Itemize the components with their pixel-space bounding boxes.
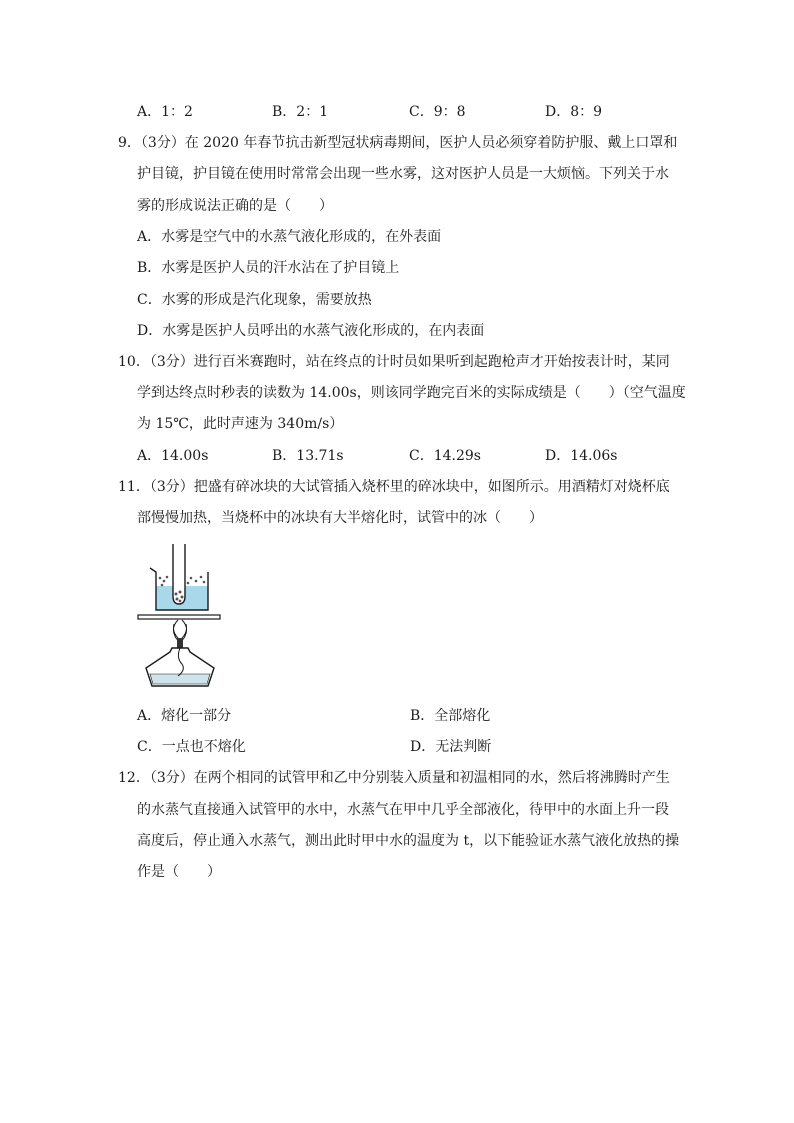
option-b: B．2：1 (272, 104, 329, 120)
question-text-line: 12．（3分）在两个相同的试管甲和乙中分别装入质量和初温相同的水，然后将沸腾时产生 (118, 770, 670, 786)
question-text-line: 护目镜，护目镜在使用时常常会出现一些水雾，这对医护人员是一大烦恼。下列关于水 (137, 166, 669, 182)
option-a: A．14.00s (137, 448, 209, 464)
question-text-line: 部慢慢加热，当烧杯中的冰块有大半熔化时，试管中的冰（ ） (137, 510, 543, 526)
option-d: D．8：9 (545, 104, 603, 120)
question-text-line: 11．（3分）把盛有碎冰块的大试管插入烧杯里的碎冰块中，如图所示。用酒精灯对烧杯底 (118, 479, 670, 495)
question-text-line: 为 15℃，此时声速为 340m/s） (137, 416, 344, 432)
question-text-line: 作是（ ） (137, 864, 221, 880)
question-text-line: 学到达终点时秒表的读数为 14.00s，则该同学跑完百米的实际成绩是（ ）（空气温度 (137, 385, 686, 401)
option-b: B．水雾是医护人员的汗水沾在了护目镜上 (137, 260, 400, 276)
beaker-alcohol-lamp-diagram (136, 540, 232, 692)
question-text-line: 的水蒸气直接通入试管甲的水中，水蒸气在甲中几乎全部液化，待甲中的水面上升一段 (137, 802, 669, 818)
wick (177, 638, 183, 648)
option-d: D．水雾是医护人员呼出的水蒸气液化形成的，在内表面 (137, 323, 485, 339)
test-tube (173, 544, 185, 604)
option-c: C．一点也不熔化 (137, 739, 246, 755)
option-c: C．14.29s (409, 448, 481, 464)
option-a: A．1：2 (137, 104, 193, 120)
question-text-line: 雾的形成说法正确的是（ ） (137, 198, 333, 214)
lamp-liquid (150, 674, 210, 684)
option-b: B．13.71s (272, 448, 344, 464)
option-c: C．水雾的形成是汽化现象，需要放热 (137, 292, 372, 308)
flame-icon (173, 620, 186, 641)
question-text-line: 9．（3分）在 2020 年春节抗击新型冠状病毒期间，医护人员必须穿着防护服、戴上口罩和 (118, 135, 678, 151)
option-a: A．熔化一部分 (137, 708, 232, 724)
question-text-line: 高度后，停止通入水蒸气，测出此时甲中水的温度为 t，以下能验证水蒸气液化放热的操 (137, 833, 680, 849)
option-d: D．无法判断 (410, 739, 492, 755)
option-b: B．全部熔化 (410, 708, 491, 724)
option-c: C．9：8 (409, 104, 466, 120)
option-a: A．水雾是空气中的水蒸气液化形成的，在外表面 (137, 229, 442, 245)
option-d: D．14.06s (545, 448, 618, 464)
question-text-line: 10．（3分）进行百米赛跑时，站在终点的计时员如果听到起跑枪声才开始按表计时，某同 (118, 354, 670, 370)
support-plate (138, 615, 220, 619)
